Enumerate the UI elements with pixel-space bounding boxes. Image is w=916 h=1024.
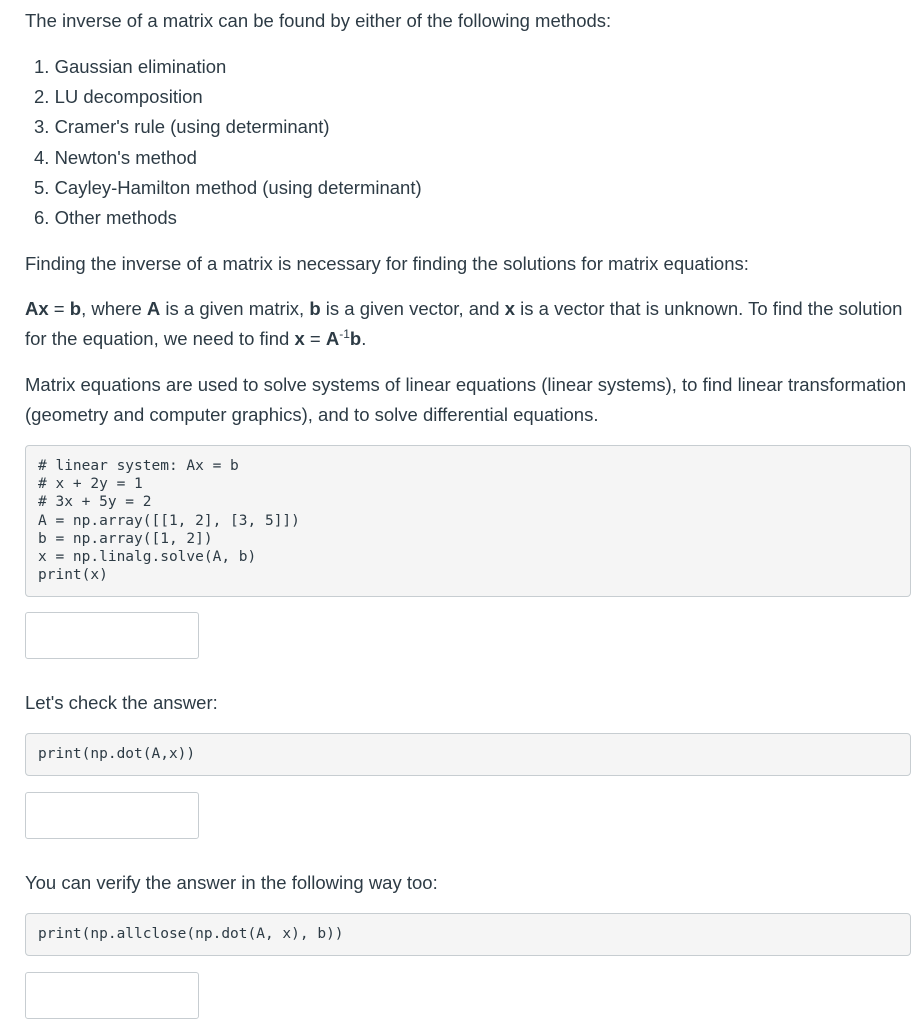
list-item: 6. Other methods — [34, 206, 177, 228]
vector-x: x — [294, 328, 305, 349]
vector-b: b — [309, 298, 321, 319]
matrix-a: A — [325, 328, 340, 349]
vector-x: x — [504, 298, 516, 319]
intro-text: The inverse of a matrix can be found by either of the following methods: — [25, 10, 612, 31]
code-block-dot: print(np.dot(A,x)) — [25, 733, 911, 776]
vector-x: x — [38, 298, 49, 319]
code-block-linear-system: # linear system: Ax = b # x + 2y = 1 # 3x + 5y = 2 A = np.array([[1, 2], [3, 5]]) b = np.array([1, 2]) x = np.linalg.solve(A, b) print(x) — [25, 445, 911, 597]
check-answer-text: Let's check the answer: — [25, 692, 218, 713]
answer-input-3[interactable] — [25, 972, 199, 1019]
matrix-equations-intro: Finding the inverse of a matrix is necessary for finding the solutions for matrix equations: — [25, 253, 749, 274]
list-item: 4. Newton's method — [34, 146, 197, 168]
text: , where — [81, 298, 147, 319]
text: is a given matrix, — [160, 298, 310, 319]
verify-answer-text: You can verify the answer in the following way too: — [25, 872, 438, 893]
list-item: 2. LU decomposition — [34, 86, 203, 108]
methods-list — [34, 54, 422, 235]
matrix-a: A — [146, 298, 161, 319]
answer-input-2[interactable] — [25, 792, 199, 839]
list-item: 1. Gaussian elimination — [34, 56, 227, 77]
code-block-allclose: print(np.allclose(np.dot(A, x), b)) — [25, 913, 911, 956]
vector-b: b — [349, 328, 362, 349]
vector-b: b — [69, 298, 82, 319]
text: = — [304, 328, 326, 349]
list-item: 3. Cramer's rule (using determinant) — [34, 116, 330, 138]
inverse-exponent: -1 — [339, 326, 350, 341]
equals: = — [48, 298, 70, 319]
equation-paragraph — [25, 294, 910, 354]
text: is a vector that is unknown. To find the solution for the equation, we need to find — [25, 298, 903, 349]
answer-input-1[interactable] — [25, 612, 199, 659]
matrix-a: A — [25, 298, 39, 319]
applications-paragraph: Matrix equations are used to solve systems of linear equations (linear systems), to find linear transformation (geometry and computer graphics), and to solve differential equations. — [25, 374, 907, 425]
list-item: 5. Cayley-Hamilton method (using determinant) — [34, 176, 422, 198]
text: . — [361, 328, 367, 349]
text: is a given vector, and — [320, 298, 505, 319]
